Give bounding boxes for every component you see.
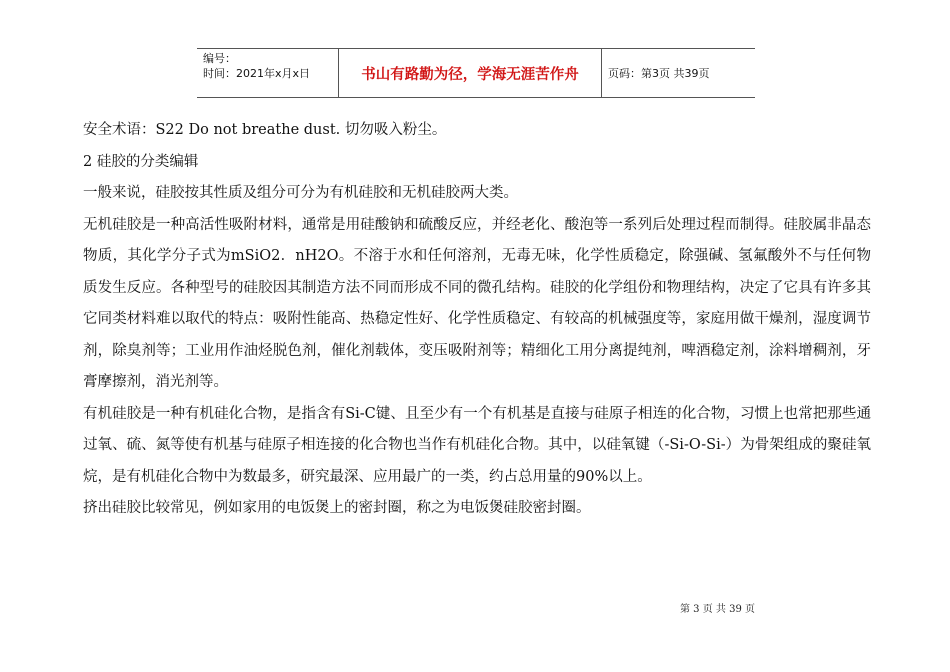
organic-paragraph: 有机硅胶是一种有机硅化合物，是指含有Si-C键、且至少有一个有机基是直接与硅原子相连的化合物，习惯上也常把那些通过氧、硫、氮等使有机基与硅原子相连接的化合物也当作有机硅化合物。其中，以硅氧键（-Si-O-Si-）为骨架组成的聚硅氧烷，是有机硅化合物中为数最多，研究最深、应用最广的一类，约占总用量的90%以上。 xyxy=(83,405,871,485)
section-title: 2 硅胶的分类编辑 xyxy=(83,153,199,170)
header-page-code: 页码：第3页 共39页 xyxy=(608,67,710,80)
extrusion-paragraph: 挤出硅胶比较常见，例如家用的电饭煲上的密封圈，称之为电饭煲硅胶密封圈。 xyxy=(83,500,591,516)
inorganic-paragraph: 无机硅胶是一种高活性吸附材料，通常是用硅酸钠和硫酸反应，并经老化、酸泡等一系列后处理过程而制得。硅胶属非晶态物质，其化学分子式为mSiO2．nH2O。不溶于水和任何溶剂，无毒无味，化学性质稳定，除强碱、氢氟酸外不与任何物质发生反应。各种型号的硅胶因其制造方法不同而形成不同的微孔结构。硅胶的化学组份和物理结构，决定了它具有许多其它同类材料难以取代的特点：吸附性能高、热稳定性好、化学性质稳定、有较高的机械强度等，家庭用做干燥剂，湿度调节剂，除臭剂等；工业用作油烃脱色剂，催化剂载体，变压吸附剂等；精细化工用分离提纯剂，啤酒稳定剂，涂料增稠剂，牙膏摩擦剂，消光剂等。 xyxy=(83,216,871,390)
page-footer: 第 3 页 共 39 页 xyxy=(680,604,755,615)
header-time: 时间：2021年x月x日 xyxy=(203,67,311,80)
document-body xyxy=(83,115,871,525)
page-header xyxy=(197,48,755,98)
header-motto: 书山有路勤为径，学海无涯苦作舟 xyxy=(339,49,602,97)
safety-phrase: 安全术语：S22 Do not breathe dust. 切勿吸入粉尘。 xyxy=(83,122,447,138)
header-meta xyxy=(197,49,339,97)
header-number: 编号： xyxy=(203,52,236,65)
intro-paragraph: 一般来说，硅胶按其性质及组分可分为有机硅胶和无机硅胶两大类。 xyxy=(83,185,518,201)
